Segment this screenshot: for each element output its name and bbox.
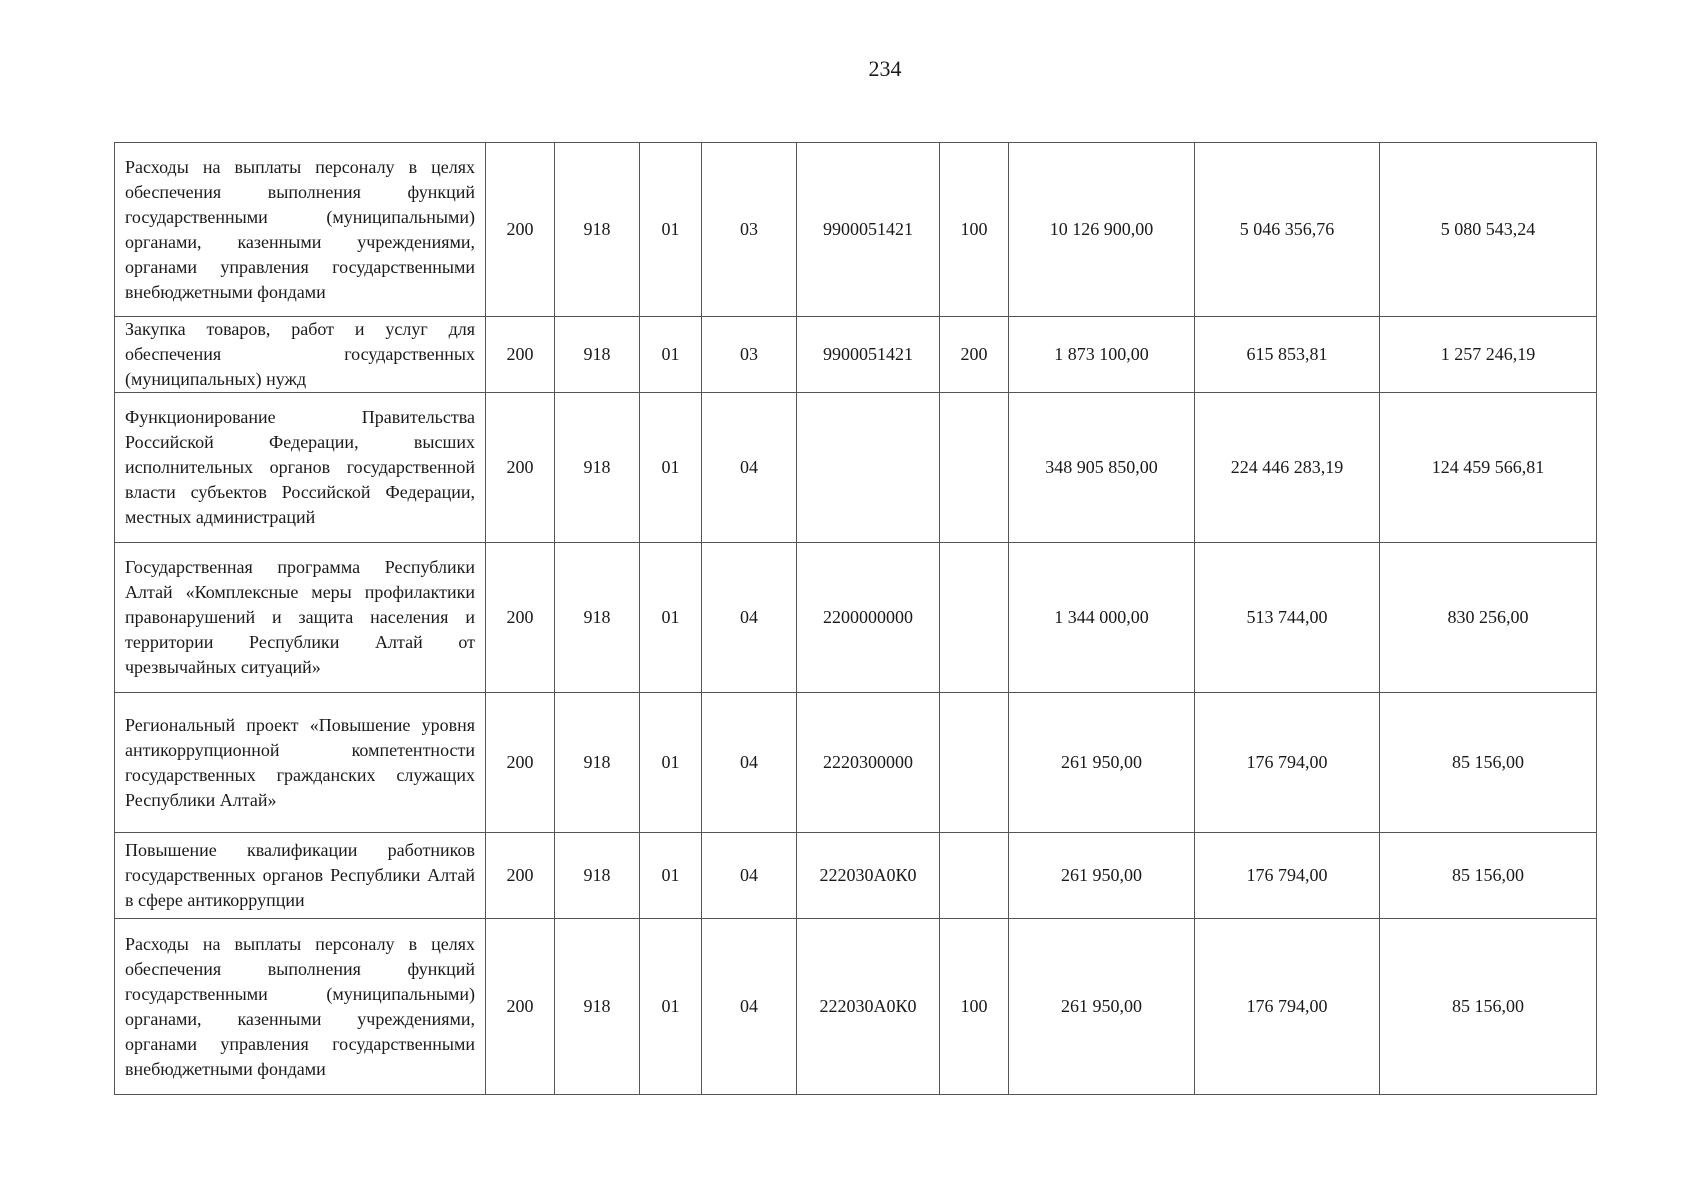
cell-col-1: 200 [486, 919, 555, 1095]
row-description: Функционирование Правительства Российской Федерации, высших исполнительных органов государственной власти субъектов Российской Федерации, местных администраций [115, 393, 486, 543]
cell-col-5: 222030А0К0 [797, 833, 940, 919]
cell-col-4: 04 [702, 693, 797, 833]
row-description: Региональный проект «Повышение уровня антикоррупционной компетентности государственных гражданских служащих Республики Алтай» [115, 693, 486, 833]
budget-table [114, 142, 1597, 1095]
cell-col-3: 01 [640, 393, 702, 543]
cell-col-3: 01 [640, 833, 702, 919]
cell-col-9: 85 156,00 [1380, 833, 1597, 919]
cell-col-8: 224 446 283,19 [1195, 393, 1380, 543]
row-description: Закупка товаров, работ и услуг для обеспечения государственных (муниципальных) нужд [115, 317, 486, 393]
cell-col-8: 513 744,00 [1195, 543, 1380, 693]
cell-col-3: 01 [640, 919, 702, 1095]
cell-col-2: 918 [555, 919, 640, 1095]
table-row [115, 543, 1597, 693]
cell-col-3: 01 [640, 143, 702, 317]
row-description: Расходы на выплаты персоналу в целях обеспечения выполнения функций государственными (муниципальными) органами, казенными учреждениями, органами управления государственными внебюджетными фондами [115, 143, 486, 317]
cell-col-6 [940, 543, 1009, 693]
cell-col-2: 918 [555, 693, 640, 833]
cell-col-4: 03 [702, 317, 797, 393]
cell-col-5: 9900051421 [797, 317, 940, 393]
cell-col-6 [940, 693, 1009, 833]
cell-col-9: 830 256,00 [1380, 543, 1597, 693]
row-description: Повышение квалификации работников государственных органов Республики Алтай в сфере антикоррупции [115, 833, 486, 919]
cell-col-2: 918 [555, 143, 640, 317]
row-description: Государственная программа Республики Алтай «Комплексные меры профилактики правонарушений и защита населения и территории Республики Алтай от чрезвычайных ситуаций» [115, 543, 486, 693]
cell-col-6: 100 [940, 919, 1009, 1095]
cell-col-3: 01 [640, 693, 702, 833]
cell-col-5: 2220300000 [797, 693, 940, 833]
cell-col-5 [797, 393, 940, 543]
table-row [115, 393, 1597, 543]
page-number: 234 [868, 56, 902, 81]
cell-col-5: 222030А0К0 [797, 919, 940, 1095]
cell-col-6: 200 [940, 317, 1009, 393]
cell-col-7: 1 344 000,00 [1009, 543, 1195, 693]
table-row [115, 143, 1597, 317]
row-description: Расходы на выплаты персоналу в целях обеспечения выполнения функций государственными (муниципальными) органами, казенными учреждениями, органами управления государственными внебюджетными фондами [115, 919, 486, 1095]
cell-col-9: 1 257 246,19 [1380, 317, 1597, 393]
cell-col-4: 04 [702, 919, 797, 1095]
cell-col-6 [940, 393, 1009, 543]
cell-col-7: 1 873 100,00 [1009, 317, 1195, 393]
cell-col-2: 918 [555, 833, 640, 919]
cell-col-9: 124 459 566,81 [1380, 393, 1597, 543]
cell-col-1: 200 [486, 543, 555, 693]
cell-col-9: 5 080 543,24 [1380, 143, 1597, 317]
table-row [115, 317, 1597, 393]
cell-col-4: 04 [702, 543, 797, 693]
cell-col-1: 200 [486, 833, 555, 919]
cell-col-5: 9900051421 [797, 143, 940, 317]
cell-col-1: 200 [486, 143, 555, 317]
cell-col-8: 176 794,00 [1195, 693, 1380, 833]
cell-col-7: 261 950,00 [1009, 693, 1195, 833]
cell-col-8: 176 794,00 [1195, 833, 1380, 919]
cell-col-8: 176 794,00 [1195, 919, 1380, 1095]
cell-col-1: 200 [486, 317, 555, 393]
cell-col-7: 261 950,00 [1009, 833, 1195, 919]
table-row [115, 833, 1597, 919]
cell-col-7: 10 126 900,00 [1009, 143, 1195, 317]
cell-col-2: 918 [555, 393, 640, 543]
cell-col-7: 261 950,00 [1009, 919, 1195, 1095]
cell-col-8: 5 046 356,76 [1195, 143, 1380, 317]
cell-col-2: 918 [555, 317, 640, 393]
cell-col-1: 200 [486, 393, 555, 543]
cell-col-3: 01 [640, 317, 702, 393]
cell-col-1: 200 [486, 693, 555, 833]
cell-col-5: 2200000000 [797, 543, 940, 693]
table-row [115, 919, 1597, 1095]
cell-col-3: 01 [640, 543, 702, 693]
cell-col-6: 100 [940, 143, 1009, 317]
cell-col-4: 03 [702, 143, 797, 317]
cell-col-4: 04 [702, 833, 797, 919]
cell-col-9: 85 156,00 [1380, 693, 1597, 833]
table-row [115, 693, 1597, 833]
cell-col-4: 04 [702, 393, 797, 543]
cell-col-8: 615 853,81 [1195, 317, 1380, 393]
cell-col-6 [940, 833, 1009, 919]
cell-col-9: 85 156,00 [1380, 919, 1597, 1095]
cell-col-2: 918 [555, 543, 640, 693]
cell-col-7: 348 905 850,00 [1009, 393, 1195, 543]
